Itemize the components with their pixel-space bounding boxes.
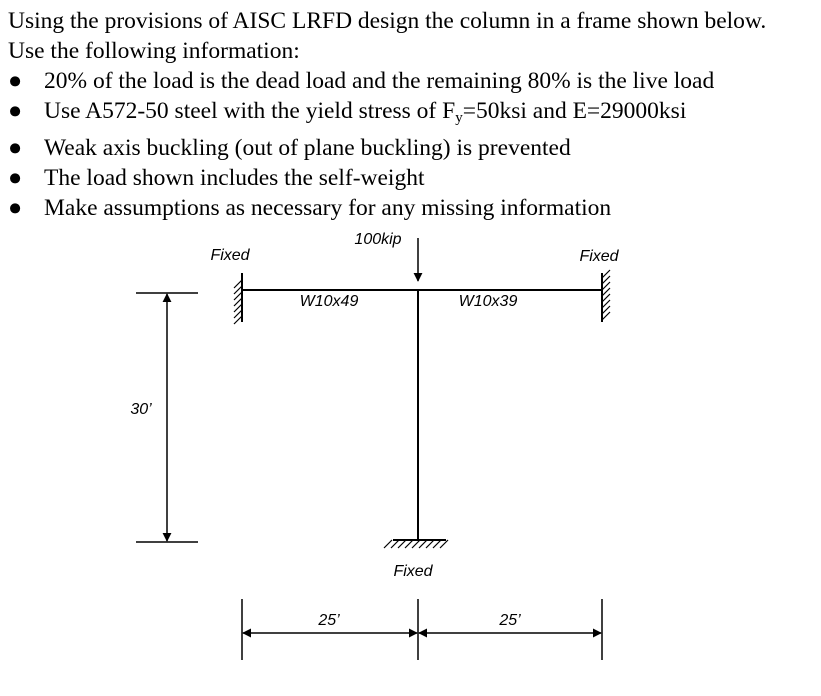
height-label: 30’ [130, 401, 152, 418]
intro-line-1: Using the provisions of AISC LRFD design the column in a frame shown below. [8, 8, 767, 34]
left-beam-label: W10x49 [299, 293, 359, 310]
right-fixed-support [602, 270, 610, 322]
right-support-label: Fixed [579, 248, 619, 265]
load-label: 100kip [354, 231, 402, 248]
intro-line-2: Use the following information: [8, 38, 300, 64]
bullet-text-steel-sub: y [455, 110, 463, 126]
bullet-icon: ● [8, 135, 23, 161]
left-span-label: 25’ [318, 612, 340, 629]
base-support-label: Fixed [393, 563, 433, 580]
left-fixed-support [234, 273, 242, 324]
bullet-text-load-split: 20% of the load is the dead load and the remaining 80% is the live load [44, 68, 715, 94]
bullet-text-steel-post: =50ksi and E=29000ksi [462, 98, 687, 124]
bullet-text-self-weight: The load shown includes the self-weight [44, 165, 425, 191]
right-span-label: 25’ [499, 612, 521, 629]
bullet-icon: ● [8, 98, 23, 124]
left-support-label: Fixed [210, 247, 250, 264]
bullet-icon: ● [8, 195, 23, 221]
bullet-text-assumptions: Make assumptions as necessary for any missing information [44, 195, 612, 221]
right-beam-label: W10x39 [458, 293, 518, 310]
bullet-text-weak-axis: Weak axis buckling (out of plane buckling) is prevented [44, 135, 571, 161]
bullet-text-steel-pre: Use A572-50 steel with the yield stress of F [44, 98, 456, 124]
bullet-icon: ● [8, 165, 23, 191]
bullet-icon: ● [8, 68, 23, 94]
base-fixed-support [384, 540, 448, 548]
